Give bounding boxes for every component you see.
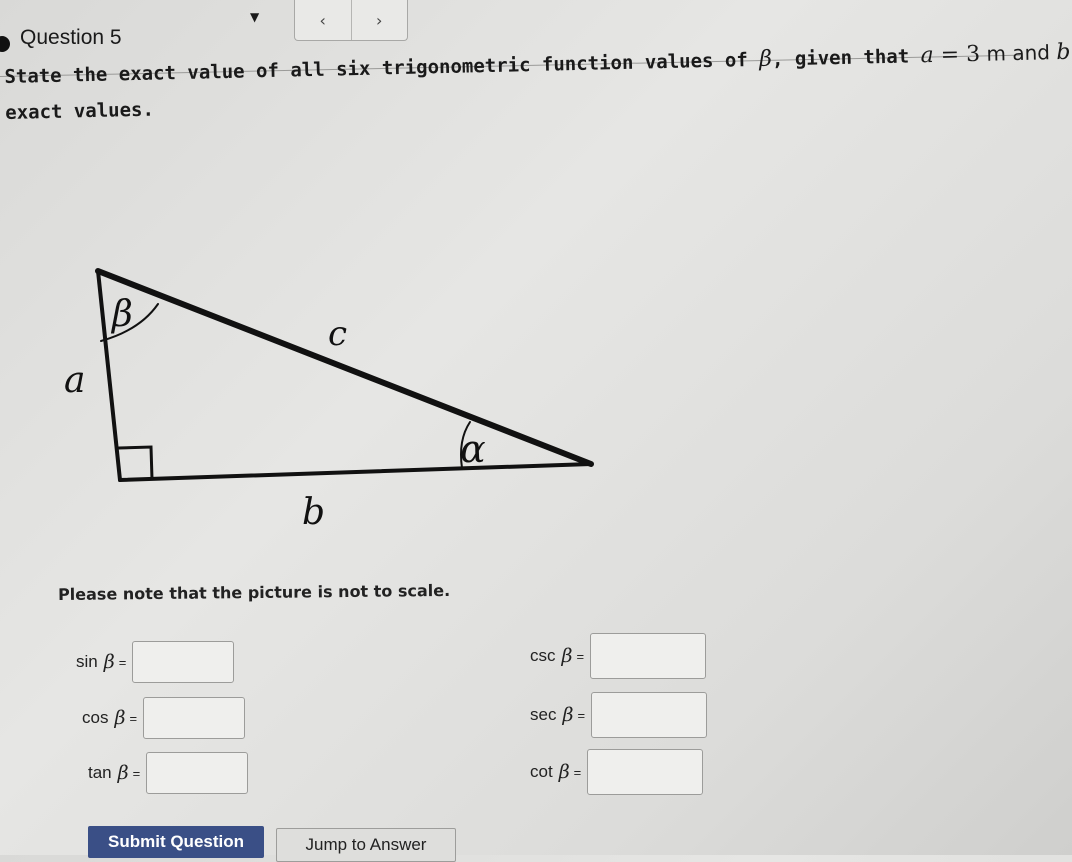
sec-equals: = bbox=[577, 707, 586, 723]
tan-label: tan bbox=[88, 763, 112, 782]
tan-beta-symbol: β bbox=[117, 762, 129, 784]
sec-label: sec bbox=[530, 705, 557, 724]
csc-beta-symbol: β bbox=[561, 645, 573, 667]
prompt-text-mid: , given that bbox=[771, 45, 921, 71]
csc-equals: = bbox=[576, 648, 585, 664]
cos-beta-answer-input[interactable] bbox=[143, 697, 245, 739]
question-status-dot bbox=[0, 36, 10, 52]
beta-label: β bbox=[112, 294, 133, 335]
sec-beta-answer-input[interactable] bbox=[591, 692, 707, 738]
prompt-unit: m bbox=[979, 41, 1007, 66]
jump-to-answer-button[interactable]: Jump to Answer bbox=[276, 828, 456, 862]
tan-equals: = bbox=[132, 765, 141, 781]
previous-question-button[interactable]: ‹ bbox=[319, 10, 326, 30]
scale-note: Please note that the picture is not to scale. bbox=[57, 580, 451, 605]
prompt-text-start: State the exact value of all six trigonometric function values of bbox=[4, 48, 760, 88]
prompt-and: and bbox=[1005, 40, 1057, 66]
right-angle-marker bbox=[119, 447, 152, 479]
sin-beta-row bbox=[76, 641, 234, 683]
cot-equals: = bbox=[573, 764, 582, 780]
sin-beta-answer-input[interactable] bbox=[132, 641, 234, 683]
submit-question-button[interactable]: Submit Question bbox=[88, 826, 264, 858]
cot-label: cot bbox=[530, 762, 553, 781]
question-nav bbox=[294, 0, 408, 41]
cos-label: cos bbox=[82, 708, 109, 727]
question-prompt bbox=[4, 34, 1071, 131]
b-label: b bbox=[302, 492, 326, 533]
csc-label: csc bbox=[530, 646, 556, 665]
sec-beta-row bbox=[530, 692, 707, 738]
c-label: c bbox=[328, 314, 348, 354]
right-triangle-diagram bbox=[60, 250, 620, 540]
next-question-button[interactable]: › bbox=[351, 0, 408, 40]
prompt-b-var: b bbox=[1056, 39, 1071, 66]
prompt-beta: β bbox=[758, 46, 773, 72]
tan-beta-answer-input[interactable] bbox=[146, 752, 248, 794]
cot-beta-symbol: β bbox=[558, 761, 570, 783]
cot-beta-answer-input[interactable] bbox=[587, 749, 703, 795]
cos-beta-row bbox=[82, 697, 245, 739]
side-c-hypotenuse bbox=[98, 271, 591, 464]
question-title: Question 5 bbox=[20, 26, 122, 49]
prompt-equals-three: = 3 bbox=[933, 41, 981, 68]
prompt-line-2: exact values. bbox=[4, 98, 155, 124]
cos-beta-symbol: β bbox=[114, 707, 126, 729]
side-b-line bbox=[120, 464, 591, 480]
sin-label: sin bbox=[76, 652, 98, 671]
tan-beta-row bbox=[88, 752, 248, 794]
csc-beta-answer-input[interactable] bbox=[590, 633, 706, 679]
alpha-label: α bbox=[460, 427, 486, 471]
prompt-a-var: a bbox=[920, 42, 935, 69]
cos-equals: = bbox=[129, 710, 138, 726]
csc-beta-row bbox=[530, 633, 706, 679]
sec-beta-symbol: β bbox=[562, 704, 574, 726]
sin-beta-symbol: β bbox=[103, 651, 115, 673]
cot-beta-row bbox=[530, 749, 703, 795]
a-label: a bbox=[64, 360, 86, 401]
sin-equals: = bbox=[118, 654, 127, 670]
question-dropdown-caret-icon[interactable]: ▼ bbox=[250, 10, 260, 24]
